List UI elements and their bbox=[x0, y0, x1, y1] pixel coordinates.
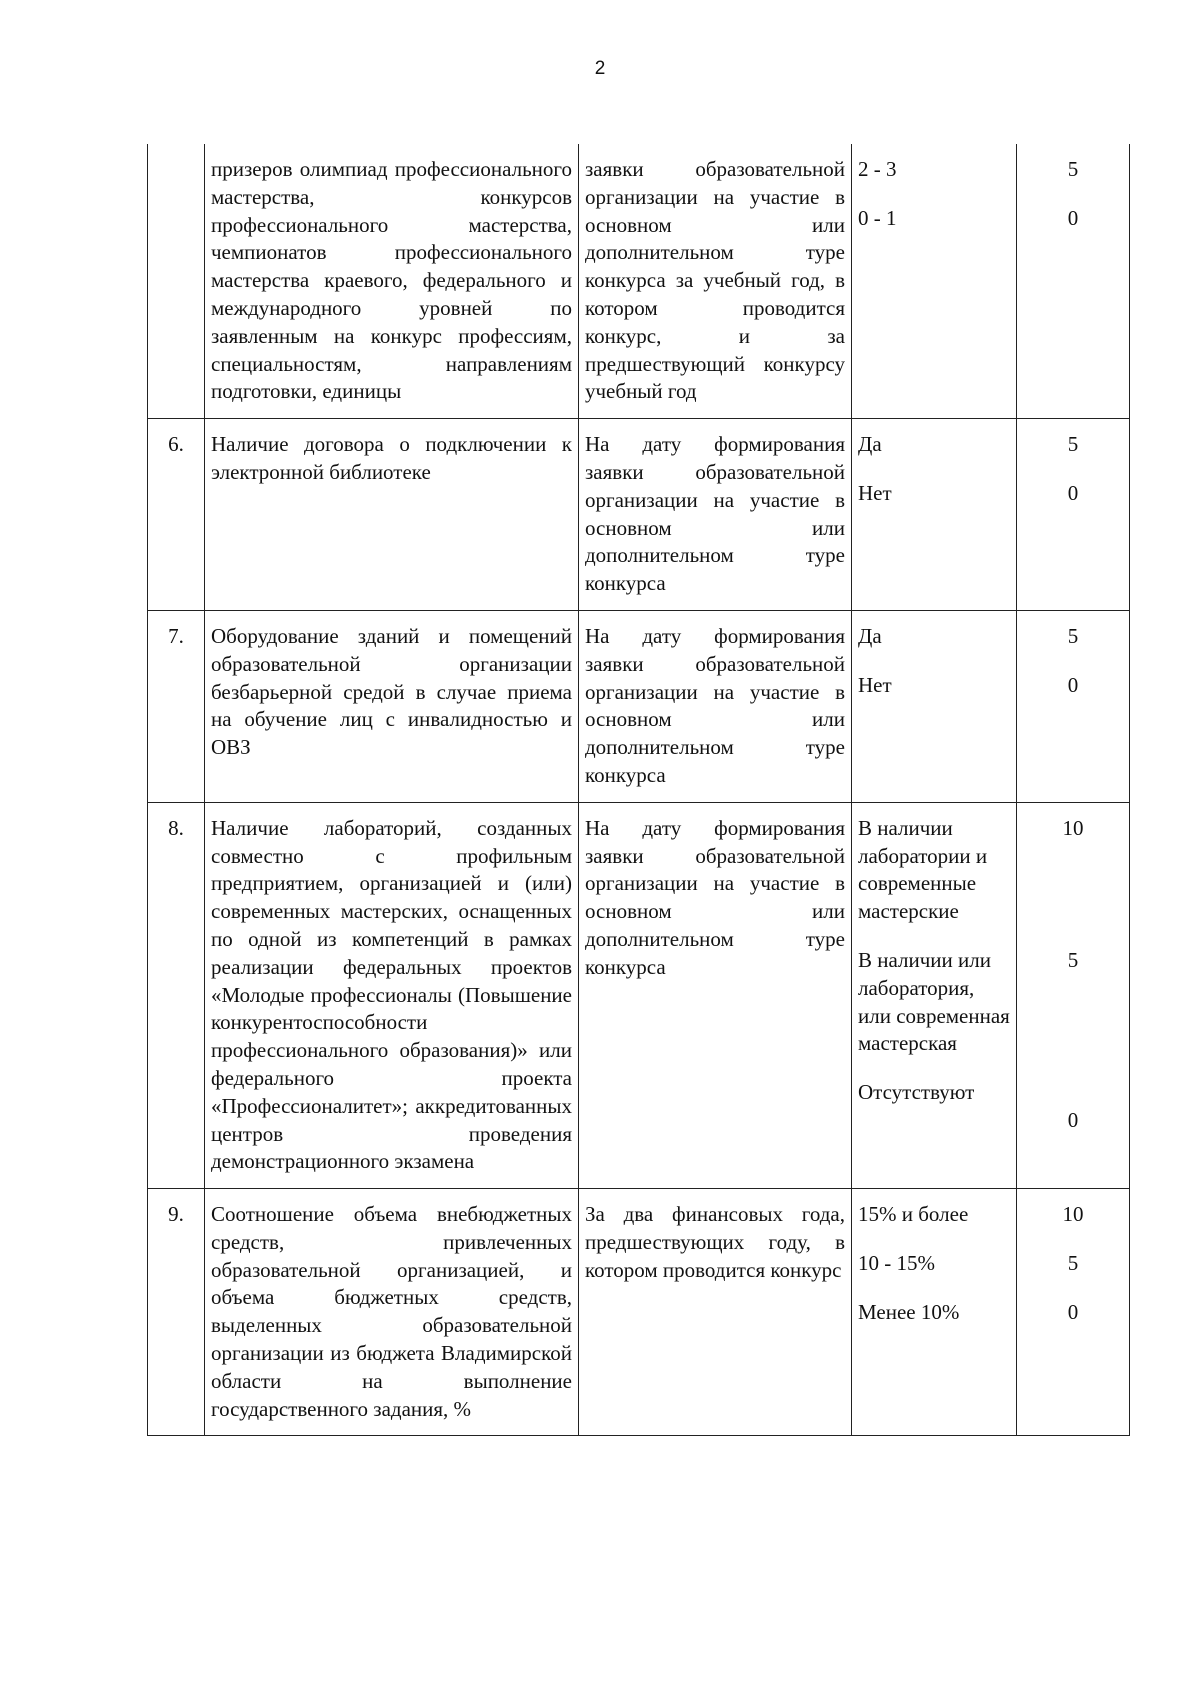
period-text: На дату формирования заявки образовательной организации на участие в основном или дополнительном туре конкурса bbox=[585, 432, 845, 596]
values-list bbox=[852, 144, 1016, 245]
score-value: 0 bbox=[1067, 480, 1079, 505]
value-option: 0 - 1 bbox=[858, 205, 897, 230]
score-value: 5 bbox=[1067, 157, 1079, 181]
table-row bbox=[148, 419, 1130, 611]
score-value: 5 bbox=[1067, 947, 1079, 972]
value-option: Менее 10% bbox=[858, 1299, 960, 1324]
criterion-text: Наличие договора о подключении к электронной библиотеке bbox=[211, 432, 572, 484]
row-number: 8. bbox=[148, 802, 205, 1188]
criterion-text: Наличие лабораторий, созданных совместно с профильным предприятием, организацией и (или) современных мастерских, оснащенных по одной из компетенций в рамках реализации федеральных проектов «Молодые профессионалы (Повышение конкурентоспособности профессионального образования)» или федерального проекта «Профессионалитет»; аккредитованных центров проведения демонстрационного экзамена bbox=[211, 815, 572, 1174]
row-number: 9. bbox=[148, 1189, 205, 1436]
values-list bbox=[852, 1189, 1016, 1338]
value-option: В наличии лаборатории и современные мастерские bbox=[858, 815, 988, 924]
value-option: 10 - 15% bbox=[858, 1250, 935, 1275]
row-number bbox=[148, 144, 205, 419]
period-text: заявки образовательной организации на участие в основном или дополнительном туре конкурса за учебный год, в котором проводится конкурс, и за предшествующий конкурсу учебный год bbox=[585, 157, 845, 404]
score-value: 0 bbox=[1067, 205, 1079, 230]
period-text: На дату формирования заявки образовательной организации на участие в основном или дополнительном туре конкурса bbox=[585, 623, 845, 787]
period-text: На дату формирования заявки образовательной организации на участие в основном или дополнительном туре конкурса bbox=[585, 815, 845, 979]
scores-list bbox=[1017, 803, 1129, 1147]
value-option: Нет bbox=[858, 480, 892, 505]
values-list bbox=[852, 611, 1016, 712]
scores-list bbox=[1017, 144, 1129, 245]
criterion-text: призеров олимпиад профессионального мастерства, конкурсов профессионального мастерства, чемпионатов профессионального мастерства краевого, федерального и международного уровней по заявленным на конкурс профессиям, специальностям, направлениям подготовки, единицы bbox=[211, 157, 572, 404]
scores-list bbox=[1017, 419, 1129, 520]
period-text: За два финансовых года, предшествующих году, в котором проводится конкурс bbox=[585, 1202, 845, 1282]
values-list bbox=[852, 803, 1016, 1119]
table-row bbox=[148, 144, 1130, 419]
values-list bbox=[852, 419, 1016, 520]
row-number: 7. bbox=[148, 610, 205, 802]
value-option: Да bbox=[858, 432, 882, 457]
scores-list bbox=[1017, 611, 1129, 712]
criterion-text: Оборудование зданий и помещений образовательной организации безбарьерной средой в случае приема на обучение лиц с инвалидностью и ОВЗ bbox=[211, 623, 572, 760]
value-option: Отсутствуют bbox=[858, 1080, 975, 1105]
row-number: 6. bbox=[148, 419, 205, 611]
score-value: 5 bbox=[1067, 432, 1079, 457]
table-row bbox=[148, 1189, 1130, 1436]
value-option: 2 - 3 bbox=[858, 157, 897, 181]
criterion-text: Соотношение объема внебюджетных средств, привлеченных образовательной организацией, и объема бюджетных средств, выделенных образовательной организации из бюджета Владимирской области на выполнение государственного задания, % bbox=[211, 1202, 572, 1421]
table-row bbox=[148, 610, 1130, 802]
score-value: 5 bbox=[1067, 1250, 1079, 1275]
value-option: Нет bbox=[858, 672, 892, 697]
score-value: 10 bbox=[1062, 815, 1084, 840]
criteria-table bbox=[147, 144, 1130, 1436]
score-value: 10 bbox=[1062, 1202, 1084, 1227]
score-value: 0 bbox=[1067, 672, 1079, 697]
score-value: 0 bbox=[1067, 1108, 1079, 1133]
value-option: Да bbox=[858, 623, 882, 648]
page-number: 2 bbox=[594, 58, 606, 79]
value-option: 15% и более bbox=[858, 1202, 969, 1227]
score-value: 5 bbox=[1067, 623, 1079, 648]
value-option: В наличии или лаборатория, или современная мастерская bbox=[858, 947, 1010, 1056]
table-row bbox=[148, 802, 1130, 1188]
score-value: 0 bbox=[1067, 1299, 1079, 1324]
scores-list bbox=[1017, 1189, 1129, 1338]
